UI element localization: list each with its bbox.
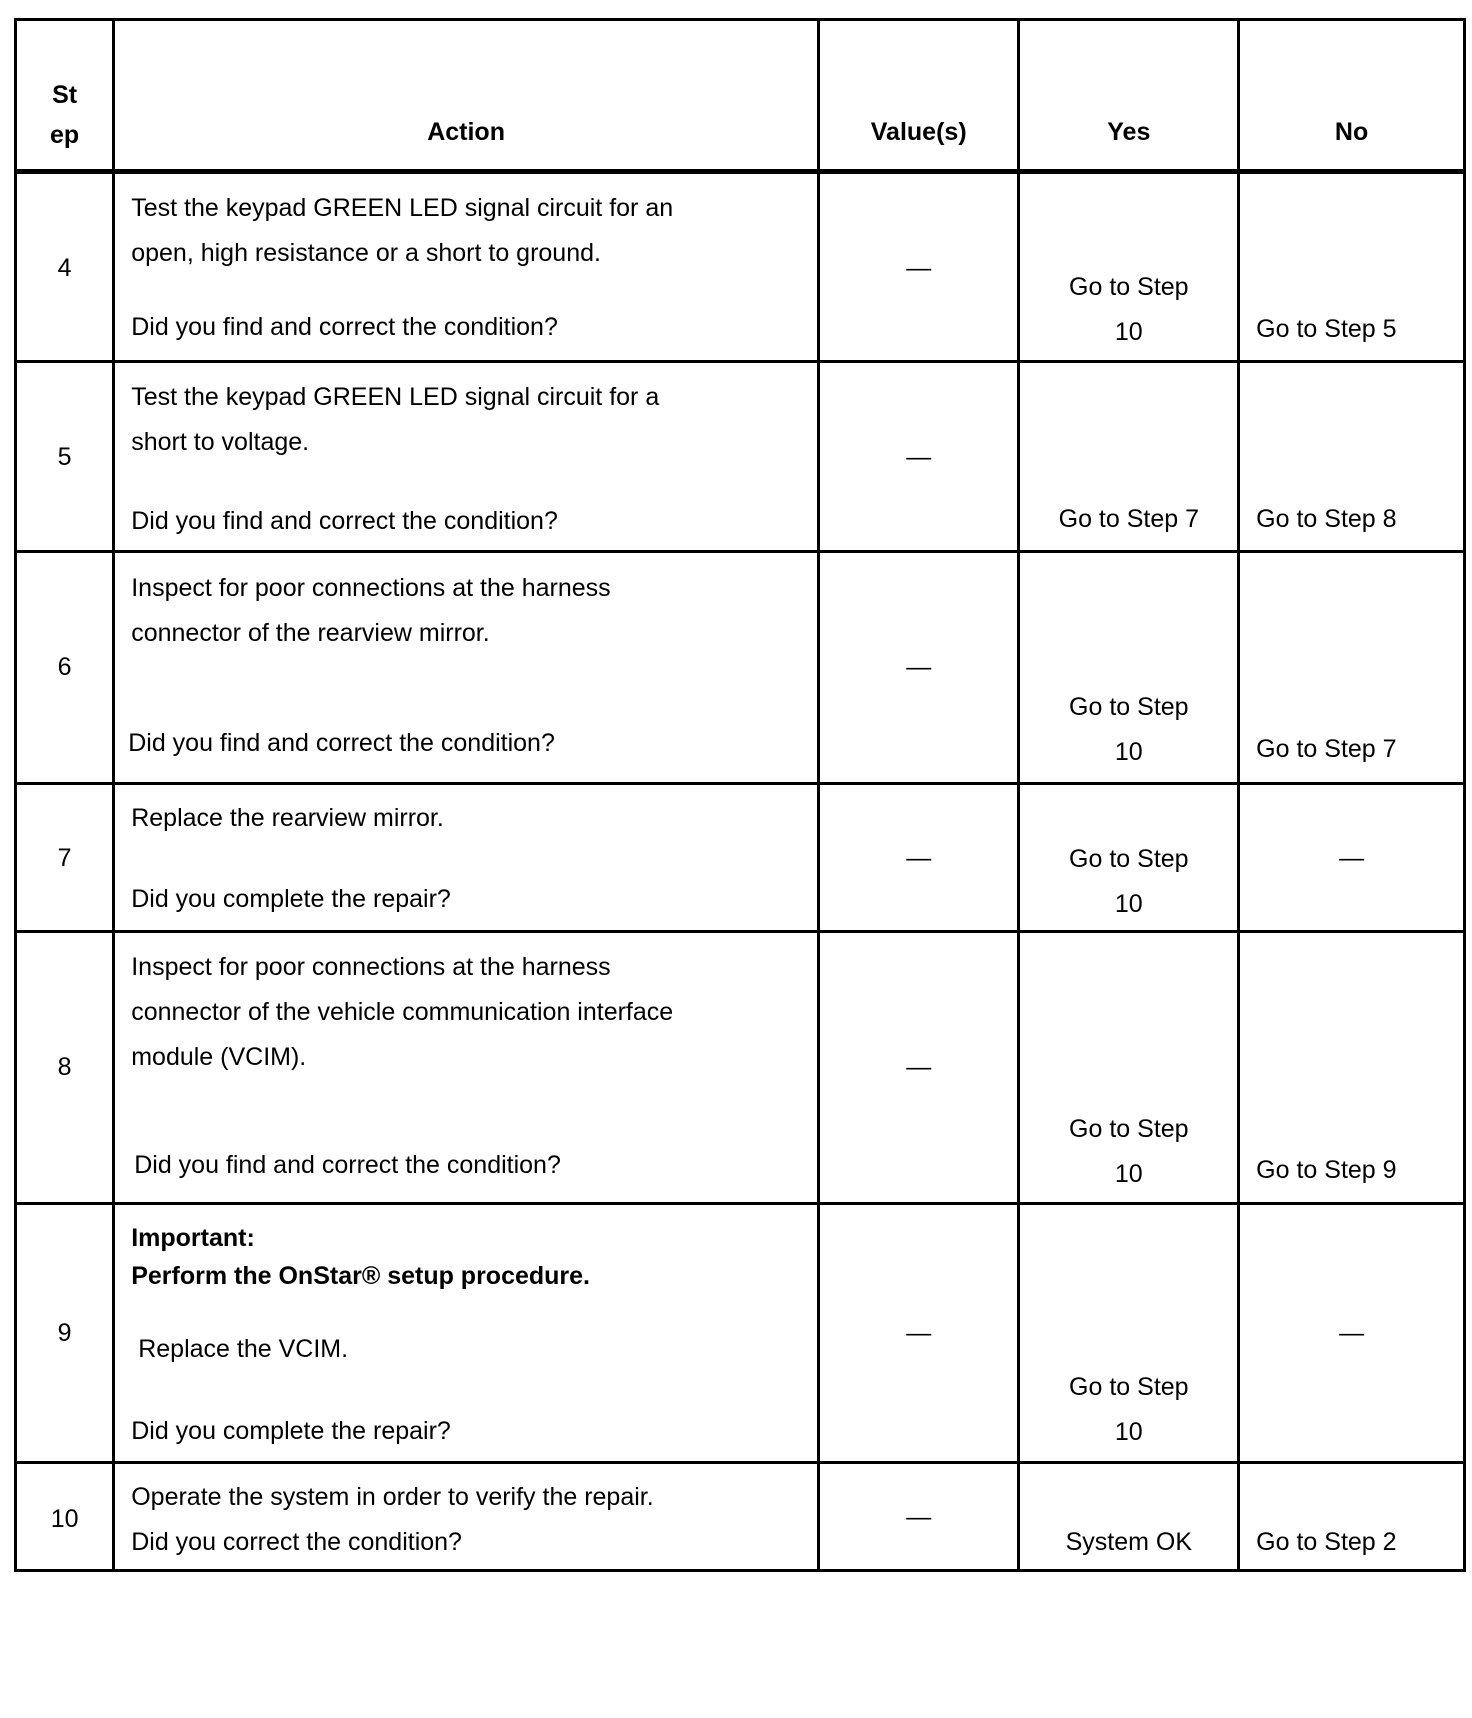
action-text (131, 375, 807, 465)
yes-cell (1019, 1463, 1239, 1571)
step-number: 10 (50, 1505, 79, 1533)
header-no: No (1239, 20, 1465, 172)
step-cell (16, 1463, 114, 1571)
yes-line: Go to Step (1069, 1373, 1189, 1401)
yes-line: 10 (1114, 890, 1143, 918)
action-text (131, 945, 807, 1080)
table-row (16, 932, 1465, 1204)
action-text (138, 1327, 807, 1372)
step-cell (16, 552, 114, 784)
action-cell (114, 172, 819, 362)
step-number: 6 (57, 653, 72, 681)
no-text: Go to Step 7 (1256, 735, 1397, 763)
action-text (131, 186, 807, 276)
no-cell (1239, 784, 1465, 932)
action-cell (114, 1463, 819, 1571)
yes-text (1020, 1107, 1237, 1197)
header-row (16, 20, 1465, 172)
yes-text (1020, 685, 1237, 775)
yes-text: System OK (1065, 1528, 1193, 1556)
value-cell (818, 552, 1018, 784)
action-line: Test the keypad GREEN LED signal circuit for an (131, 194, 674, 222)
action-line: Replace the rearview mirror. (131, 804, 444, 832)
yes-cell (1019, 362, 1239, 552)
action-line: Operate the system in order to verify the repair. (131, 1483, 654, 1511)
important-block (131, 1219, 807, 1295)
action-line: Inspect for poor connections at the harness (131, 574, 611, 602)
action-line: Inspect for poor connections at the harness (131, 953, 611, 981)
yes-cell (1019, 784, 1239, 932)
yes-text (1020, 265, 1237, 355)
action-cell (114, 784, 819, 932)
table-row (16, 552, 1465, 784)
yes-line: Go to Step (1069, 1115, 1189, 1143)
step-cell (16, 932, 114, 1204)
header-step-line1: St (52, 81, 78, 109)
no-cell (1239, 932, 1465, 1204)
yes-cell (1019, 1204, 1239, 1463)
header-step (16, 20, 114, 172)
action-cell (114, 362, 819, 552)
question-text: Did you find and correct the condition? (134, 1151, 561, 1179)
value-text: — (906, 443, 932, 471)
question-text: Did you find and correct the condition? (128, 729, 555, 757)
yes-cell (1019, 172, 1239, 362)
yes-line: 10 (1114, 1160, 1143, 1188)
value-text: — (906, 844, 932, 872)
header-values: Value(s) (818, 20, 1018, 172)
yes-line: Go to Step (1069, 845, 1189, 873)
step-number: 9 (57, 1319, 72, 1347)
value-text: — (906, 1503, 932, 1531)
step-cell (16, 1204, 114, 1463)
no-cell (1239, 1463, 1465, 1571)
question-text: Did you correct the condition? (131, 1528, 462, 1556)
action-line: open, high resistance or a short to ground. (131, 239, 601, 267)
step-number: 5 (57, 443, 72, 471)
yes-text (1020, 837, 1237, 927)
action-line: connector of the rearview mirror. (131, 619, 490, 647)
value-text: — (906, 653, 932, 681)
step-number: 8 (57, 1053, 72, 1081)
yes-line: Go to Step (1069, 693, 1189, 721)
no-cell (1239, 1204, 1465, 1463)
yes-cell (1019, 932, 1239, 1204)
step-number: 4 (57, 254, 72, 282)
action-line: module (VCIM). (131, 1043, 307, 1071)
step-cell (16, 784, 114, 932)
yes-text (1020, 1365, 1237, 1455)
important-text: Perform the OnStar® setup procedure. (131, 1262, 591, 1290)
action-line: connector of the vehicle communication interface (131, 998, 674, 1026)
value-cell (818, 172, 1018, 362)
important-label: Important: (131, 1224, 255, 1252)
value-cell (818, 932, 1018, 1204)
value-text: — (906, 1053, 932, 1081)
action-cell (114, 1204, 819, 1463)
value-text: — (906, 254, 932, 282)
step-number: 7 (57, 844, 72, 872)
table-row (16, 1463, 1465, 1571)
action-line: Test the keypad GREEN LED signal circuit for a (131, 383, 660, 411)
action-line: Replace the VCIM. (138, 1335, 349, 1363)
header-action: Action (114, 20, 819, 172)
yes-line: 10 (1114, 1418, 1143, 1446)
table-row (16, 1204, 1465, 1463)
action-text (131, 566, 807, 656)
question-text: Did you complete the repair? (131, 885, 451, 913)
yes-line: 10 (1114, 318, 1143, 346)
yes-line: Go to Step (1069, 273, 1189, 301)
value-cell (818, 1463, 1018, 1571)
no-text: Go to Step 2 (1256, 1528, 1397, 1556)
no-cell (1239, 362, 1465, 552)
no-text: Go to Step 8 (1256, 505, 1397, 533)
action-cell (114, 932, 819, 1204)
table-row (16, 784, 1465, 932)
question-text: Did you complete the repair? (131, 1417, 451, 1445)
no-text: — (1339, 844, 1365, 872)
step-cell (16, 172, 114, 362)
table-row (16, 362, 1465, 552)
action-cell (114, 552, 819, 784)
table-row (16, 172, 1465, 362)
action-text (131, 1475, 807, 1520)
no-text: Go to Step 9 (1256, 1156, 1397, 1184)
value-cell (818, 784, 1018, 932)
question-text: Did you find and correct the condition? (131, 507, 558, 535)
no-cell (1239, 172, 1465, 362)
action-text (131, 796, 807, 841)
action-line: short to voltage. (131, 428, 310, 456)
diagnostic-table (14, 18, 1466, 1572)
no-cell (1239, 552, 1465, 784)
yes-text: Go to Step 7 (1058, 505, 1199, 533)
yes-cell (1019, 552, 1239, 784)
step-cell (16, 362, 114, 552)
question-text: Did you find and correct the condition? (131, 313, 558, 341)
yes-line: 10 (1114, 738, 1143, 766)
value-cell (818, 362, 1018, 552)
header-yes: Yes (1019, 20, 1239, 172)
no-text: — (1339, 1319, 1365, 1347)
value-cell (818, 1204, 1018, 1463)
header-step-line2: ep (50, 121, 80, 149)
value-text: — (906, 1319, 932, 1347)
no-text: Go to Step 5 (1256, 315, 1397, 343)
